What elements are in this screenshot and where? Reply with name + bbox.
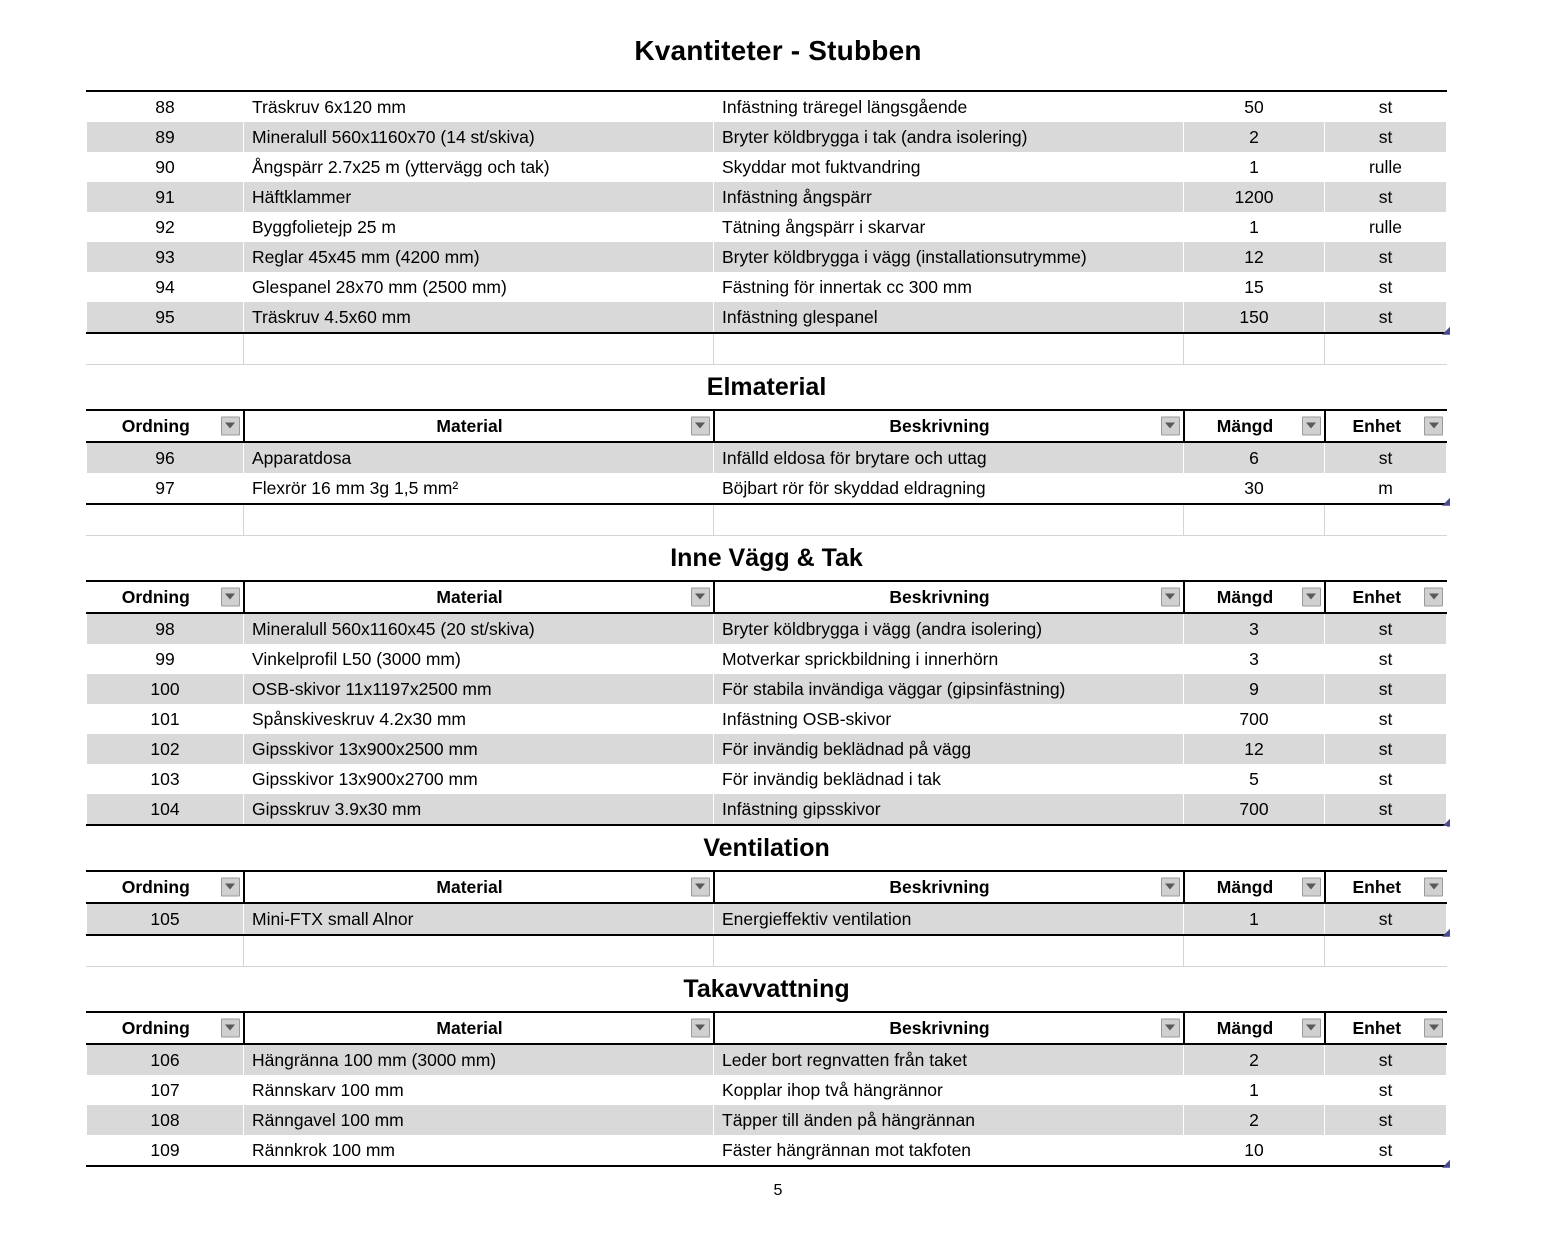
column-header-enhet [1325,410,1447,442]
cell-material: Rännkrok 100 mm [244,1135,714,1166]
filter-dropdown-icon[interactable] [1302,1018,1321,1037]
cell-ordning: 94 [87,272,244,302]
column-header-material [244,1012,714,1044]
cell-ordning: 99 [87,644,244,674]
cell-enhet: st [1325,734,1447,764]
column-header-material [244,410,714,442]
spacer-cell [1184,936,1325,966]
column-header-mangd [1184,410,1325,442]
cell-material: Häftklammer [244,182,714,212]
section-title: Takavvattning [87,967,1447,1012]
column-header-label: Ordning [121,415,190,436]
table-header-row [87,410,1447,442]
cell-mangd: 15 [1184,272,1325,302]
cell-mangd: 6 [1184,442,1325,473]
column-header-label: Mängd [1216,876,1274,897]
spacer-cell [714,936,1184,966]
column-header-enhet [1325,1012,1447,1044]
table-row[interactable] [87,704,1447,734]
cell-mangd: 9 [1184,674,1325,704]
cell-mangd: 1 [1184,903,1325,935]
column-header-ordning [87,1012,244,1044]
column-header-label: Ordning [121,586,190,607]
cell-ordning: 97 [87,473,244,504]
table-row[interactable] [87,1135,1447,1166]
cell-mangd: 30 [1184,473,1325,504]
cell-material: Vinkelprofil L50 (3000 mm) [244,644,714,674]
tables-area [86,90,1446,1167]
cell-ordning: 92 [87,212,244,242]
column-header-mangd [1184,581,1325,613]
cell-mangd: 1 [1184,1075,1325,1105]
column-header-label: Material [436,1017,503,1038]
section-continued-yttervagg-tak [86,90,1446,334]
cell-material: OSB-skivor 11x1197x2500 mm [244,674,714,704]
cell-beskrivning: Energieffektiv ventilation [714,903,1184,935]
cell-beskrivning: För invändig beklädnad i tak [714,764,1184,794]
cell-enhet: st [1325,242,1447,272]
filter-dropdown-icon[interactable] [691,877,710,896]
cell-beskrivning: Infälld eldosa för brytare och uttag [714,442,1184,473]
cell-enhet: st [1325,442,1447,473]
filter-dropdown-icon[interactable] [221,416,240,435]
cell-material: Träskruv 6x120 mm [244,91,714,122]
filter-dropdown-icon[interactable] [221,587,240,606]
table-header-row [87,1012,1447,1044]
cell-mangd: 12 [1184,734,1325,764]
table-row[interactable] [87,644,1447,674]
cell-ordning: 106 [87,1044,244,1075]
table-row[interactable] [87,442,1447,473]
column-header-label: Enhet [1352,876,1402,897]
cell-beskrivning: Infästning gipsskivor [714,794,1184,825]
cell-ordning: 103 [87,764,244,794]
column-header-beskrivning [714,871,1184,903]
column-header-label: Material [436,415,503,436]
filter-dropdown-icon[interactable] [691,587,710,606]
filter-dropdown-icon[interactable] [1424,587,1443,606]
filter-dropdown-icon[interactable] [1424,877,1443,896]
quantities-table [86,365,1447,505]
section-title: Elmaterial [87,365,1447,410]
cell-beskrivning: Fäster hängrännan mot takfoten [714,1135,1184,1166]
section-title: Ventilation [87,826,1447,871]
cell-material: Byggfolietejp 25 m [244,212,714,242]
cell-mangd: 2 [1184,1105,1325,1135]
filter-dropdown-icon[interactable] [1161,587,1180,606]
cell-beskrivning: Tätning ångspärr i skarvar [714,212,1184,242]
column-header-label: Ordning [121,1017,190,1038]
section-title-row [87,536,1447,581]
column-header-ordning [87,871,244,903]
spacer-cell [1325,936,1447,966]
column-header-label: Beskrivning [889,415,990,436]
cell-beskrivning: För stabila invändiga väggar (gipsinfästning) [714,674,1184,704]
filter-dropdown-icon[interactable] [1424,416,1443,435]
column-header-label: Enhet [1352,586,1402,607]
filter-dropdown-icon[interactable] [1302,416,1321,435]
table-row[interactable] [87,903,1447,935]
cell-mangd: 50 [1184,91,1325,122]
cell-mangd: 1 [1184,152,1325,182]
filter-dropdown-icon[interactable] [1302,587,1321,606]
column-header-material [244,581,714,613]
cell-enhet: st [1325,903,1447,935]
cell-beskrivning: Bryter köldbrygga i tak (andra isolering) [714,122,1184,152]
cell-material: Mineralull 560x1160x70 (14 st/skiva) [244,122,714,152]
cell-ordning: 105 [87,903,244,935]
section-title: Inne Vägg & Tak [87,536,1447,581]
spacer-cell [87,334,244,364]
cell-mangd: 2 [1184,1044,1325,1075]
cell-material: Reglar 45x45 mm (4200 mm) [244,242,714,272]
cell-beskrivning: Täpper till änden på hängrännan [714,1105,1184,1135]
cell-mangd: 2 [1184,122,1325,152]
cell-ordning: 95 [87,302,244,333]
cell-enhet: st [1325,644,1447,674]
filter-dropdown-icon[interactable] [1161,877,1180,896]
cell-mangd: 700 [1184,704,1325,734]
spacer-table [86,936,1447,967]
column-header-mangd [1184,1012,1325,1044]
column-header-label: Beskrivning [889,876,990,897]
column-header-label: Enhet [1352,415,1402,436]
cell-enhet: st [1325,794,1447,825]
cell-enhet: st [1325,1105,1447,1135]
cell-beskrivning: Fästning för innertak cc 300 mm [714,272,1184,302]
filter-dropdown-icon[interactable] [1302,877,1321,896]
column-header-material [244,871,714,903]
cell-material: Rännskarv 100 mm [244,1075,714,1105]
cell-beskrivning: För invändig beklädnad på vägg [714,734,1184,764]
column-header-label: Ordning [121,876,190,897]
column-header-beskrivning [714,581,1184,613]
cell-ordning: 89 [87,122,244,152]
table-row[interactable] [87,764,1447,794]
cell-enhet: st [1325,613,1447,644]
section-ventilation [86,826,1446,936]
cell-enhet: st [1325,1135,1447,1166]
column-header-label: Mängd [1216,1017,1274,1038]
cell-ordning: 96 [87,442,244,473]
cell-enhet: st [1325,91,1447,122]
spacer-cell [714,334,1184,364]
cell-mangd: 12 [1184,242,1325,272]
cell-enhet: st [1325,704,1447,734]
table-row[interactable] [87,473,1447,504]
cell-beskrivning: Kopplar ihop två hängrännor [714,1075,1184,1105]
cell-mangd: 5 [1184,764,1325,794]
cell-mangd: 1200 [1184,182,1325,212]
cell-mangd: 150 [1184,302,1325,333]
cell-enhet: st [1325,674,1447,704]
quantities-table [86,967,1447,1167]
spacer-table [86,505,1447,536]
column-header-beskrivning [714,1012,1184,1044]
table-row[interactable] [87,91,1447,122]
cell-material: Ränngavel 100 mm [244,1105,714,1135]
spacer-cell [244,334,714,364]
column-header-label: Mängd [1216,415,1274,436]
spacer-cell [1325,334,1447,364]
column-header-beskrivning [714,410,1184,442]
cell-enhet: st [1325,302,1447,333]
cell-mangd: 3 [1184,644,1325,674]
cell-enhet: rulle [1325,212,1447,242]
table-header-row [87,871,1447,903]
cell-beskrivning: Skyddar mot fuktvandring [714,152,1184,182]
cell-material: Spånskiveskruv 4.2x30 mm [244,704,714,734]
cell-material: Ångspärr 2.7x25 m (yttervägg och tak) [244,152,714,182]
spacer-row [87,505,1447,535]
column-header-label: Beskrivning [889,586,990,607]
spacer-row [87,334,1447,364]
filter-dropdown-icon[interactable] [221,877,240,896]
cell-ordning: 93 [87,242,244,272]
filter-dropdown-icon[interactable] [221,1018,240,1037]
cell-mangd: 700 [1184,794,1325,825]
table-row[interactable] [87,302,1447,333]
column-header-mangd [1184,871,1325,903]
column-header-label: Mängd [1216,586,1274,607]
cell-ordning: 104 [87,794,244,825]
page-title: Kvantiteter - Stubben [634,35,922,66]
table-row[interactable] [87,613,1447,644]
cell-ordning: 101 [87,704,244,734]
spacer-cell [87,505,244,535]
cell-ordning: 102 [87,734,244,764]
table-row[interactable] [87,1105,1447,1135]
cell-ordning: 109 [87,1135,244,1166]
quantities-table [86,826,1447,936]
cell-beskrivning: Infästning glespanel [714,302,1184,333]
cell-ordning: 91 [87,182,244,212]
column-header-label: Material [436,876,503,897]
cell-beskrivning: Bryter köldbrygga i vägg (installationsutrymme) [714,242,1184,272]
cell-material: Träskruv 4.5x60 mm [244,302,714,333]
cell-material: Gipsskruv 3.9x30 mm [244,794,714,825]
cell-ordning: 100 [87,674,244,704]
table-row[interactable] [87,212,1447,242]
cell-beskrivning: Motverkar sprickbildning i innerhörn [714,644,1184,674]
column-header-enhet [1325,581,1447,613]
column-header-enhet [1325,871,1447,903]
spacer-cell [1184,334,1325,364]
table-row[interactable] [87,674,1447,704]
cell-ordning: 107 [87,1075,244,1105]
cell-enhet: st [1325,1044,1447,1075]
spacer-cell [244,505,714,535]
quantities-table [86,536,1447,826]
cell-material: Flexrör 16 mm 3g 1,5 mm² [244,473,714,504]
cell-ordning: 108 [87,1105,244,1135]
table-row[interactable] [87,1044,1447,1075]
table-row[interactable] [87,242,1447,272]
column-header-label: Enhet [1352,1017,1402,1038]
filter-dropdown-icon[interactable] [691,416,710,435]
cell-beskrivning: Infästning OSB-skivor [714,704,1184,734]
cell-material: Hängränna 100 mm (3000 mm) [244,1044,714,1075]
filter-dropdown-icon[interactable] [1161,416,1180,435]
cell-ordning: 88 [87,91,244,122]
cell-mangd: 1 [1184,212,1325,242]
page-number: 5 [773,1182,783,1199]
column-header-label: Beskrivning [889,1017,990,1038]
spacer-table [86,334,1447,365]
cell-enhet: st [1325,182,1447,212]
cell-material: Gipsskivor 13x900x2500 mm [244,734,714,764]
cell-ordning: 90 [87,152,244,182]
section-elmaterial [86,365,1446,505]
cell-beskrivning: Leder bort regnvatten från taket [714,1044,1184,1075]
table-row[interactable] [87,734,1447,764]
spacer-cell [87,936,244,966]
section-title-row [87,826,1447,871]
spacer-cell [714,505,1184,535]
spacer-row [87,936,1447,966]
cell-enhet: st [1325,1075,1447,1105]
table-header-row [87,581,1447,613]
section-inne-vagg-tak [86,536,1446,826]
cell-mangd: 3 [1184,613,1325,644]
section-takavvattning [86,967,1446,1167]
table-row[interactable] [87,272,1447,302]
cell-ordning: 98 [87,613,244,644]
cell-material: Gipsskivor 13x900x2700 mm [244,764,714,794]
column-header-label: Material [436,586,503,607]
cell-material: Apparatdosa [244,442,714,473]
table-row[interactable] [87,122,1447,152]
filter-dropdown-icon[interactable] [691,1018,710,1037]
column-header-ordning [87,581,244,613]
cell-material: Mineralull 560x1160x45 (20 st/skiva) [244,613,714,644]
cell-enhet: rulle [1325,152,1447,182]
cell-mangd: 10 [1184,1135,1325,1166]
cell-material: Glespanel 28x70 mm (2500 mm) [244,272,714,302]
cell-material: Mini-FTX small Alnor [244,903,714,935]
table-row[interactable] [87,182,1447,212]
quantities-table [86,90,1447,334]
cell-enhet: st [1325,272,1447,302]
cell-beskrivning: Infästning träregel längsgående [714,91,1184,122]
column-header-ordning [87,410,244,442]
cell-beskrivning: Infästning ångspärr [714,182,1184,212]
spacer-cell [1184,505,1325,535]
filter-dropdown-icon[interactable] [1161,1018,1180,1037]
filter-dropdown-icon[interactable] [1424,1018,1443,1037]
table-row[interactable] [87,152,1447,182]
cell-enhet: st [1325,122,1447,152]
cell-beskrivning: Bryter köldbrygga i vägg (andra isolering) [714,613,1184,644]
spacer-cell [1325,505,1447,535]
cell-enhet: m [1325,473,1447,504]
table-row[interactable] [87,794,1447,825]
cell-beskrivning: Böjbart rör för skyddad eldragning [714,473,1184,504]
cell-enhet: st [1325,764,1447,794]
section-title-row [87,365,1447,410]
section-title-row [87,967,1447,1012]
spacer-cell [244,936,714,966]
table-row[interactable] [87,1075,1447,1105]
